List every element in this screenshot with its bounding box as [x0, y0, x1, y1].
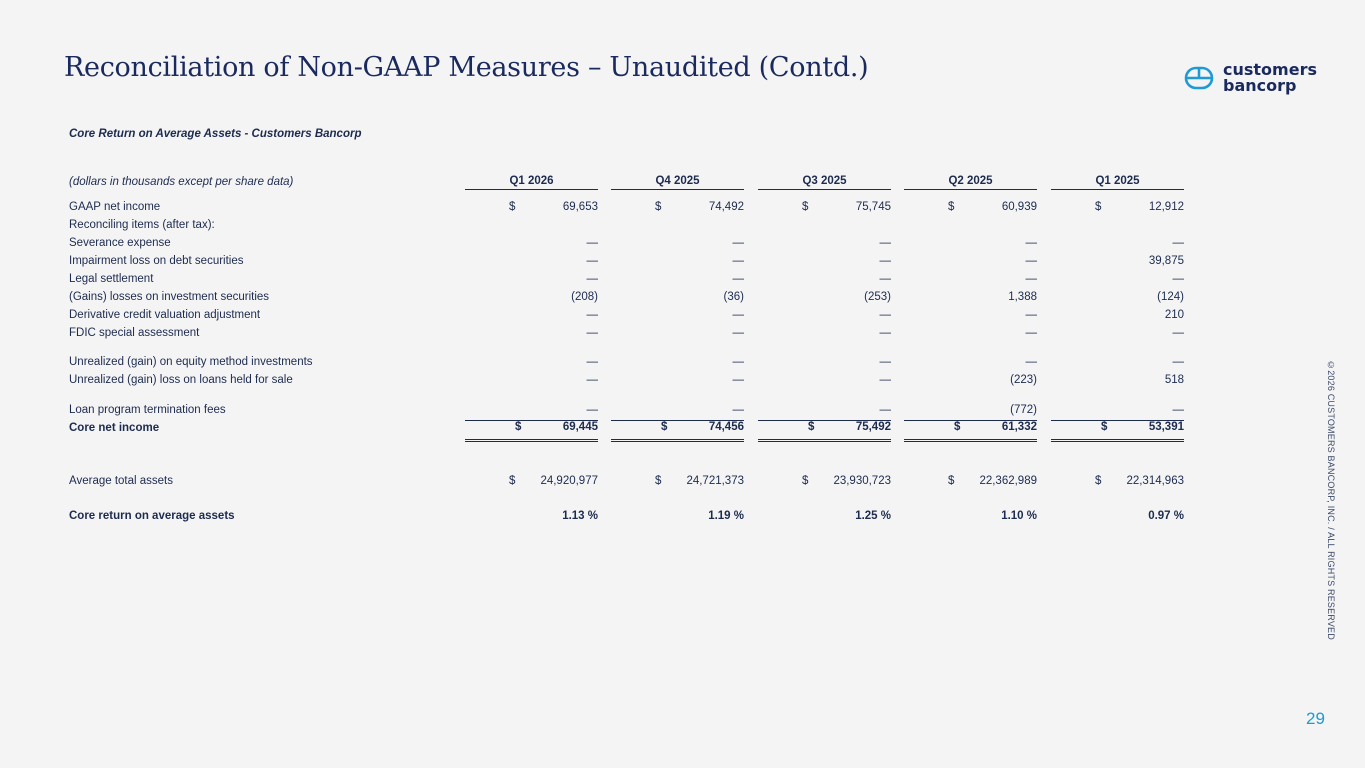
table-cell	[1051, 273, 1184, 289]
cell-value: —	[1025, 356, 1037, 368]
table-cell	[465, 327, 598, 343]
row-label: Legal settlement	[69, 273, 154, 285]
table-cell	[611, 327, 744, 343]
row-label: Unrealized (gain) on equity method investments	[69, 356, 313, 368]
table-cell	[465, 237, 598, 253]
cell-value: —	[879, 237, 891, 249]
currency-symbol: $	[808, 421, 815, 433]
currency-symbol: $	[509, 201, 516, 213]
cell-value: —	[1025, 309, 1037, 321]
cell-value: (124)	[1157, 291, 1184, 303]
table-row	[69, 254, 1184, 271]
table-row	[69, 290, 1184, 307]
cell-value: —	[732, 327, 744, 339]
logo-line-2: bancorp	[1223, 76, 1297, 95]
table-cell	[465, 255, 598, 271]
cell-value: 23,930,723	[833, 475, 891, 487]
row-label: Impairment loss on debt securities	[69, 255, 244, 267]
cell-value: 69,653	[562, 201, 598, 213]
row-label: Core return on average assets	[69, 510, 235, 522]
cell-value: 22,362,989	[979, 475, 1037, 487]
table-cell	[904, 327, 1037, 343]
cell-value: 1.19 %	[708, 510, 744, 522]
table-cell	[611, 201, 744, 217]
cell-value: —	[879, 309, 891, 321]
table-cell	[611, 291, 744, 307]
table-cell	[758, 237, 891, 253]
table-cell	[611, 420, 744, 442]
currency-symbol: $	[509, 475, 516, 487]
row-label: Derivative credit valuation adjustment	[69, 309, 261, 321]
table-cell	[758, 510, 891, 526]
table-cell	[465, 309, 598, 325]
table-cell	[904, 510, 1037, 526]
table-cell	[904, 309, 1037, 325]
table-cell	[1051, 255, 1184, 271]
cell-value: —	[1025, 273, 1037, 285]
currency-symbol: $	[515, 421, 522, 433]
table-cell	[904, 420, 1037, 442]
table-cell	[1051, 356, 1184, 372]
cell-value: 53,391	[1148, 421, 1184, 433]
table-cell	[904, 201, 1037, 217]
page-number: 29	[1306, 709, 1325, 728]
table-cell	[758, 201, 891, 217]
cell-value: —	[732, 273, 744, 285]
table-cell	[904, 273, 1037, 289]
cell-value: 61,332	[1001, 421, 1037, 433]
table-cell	[904, 475, 1037, 491]
column-header: Q4 2025	[611, 175, 744, 190]
cell-value: 518	[1164, 374, 1184, 386]
table-cell	[465, 510, 598, 526]
cell-value: —	[1172, 237, 1184, 249]
table-cell	[465, 201, 598, 217]
cell-value: —	[1025, 237, 1037, 249]
table-row	[69, 403, 1184, 420]
table-cell	[611, 374, 744, 390]
row-label: (Gains) losses on investment securities	[69, 291, 270, 303]
row-label: GAAP net income	[69, 201, 161, 213]
copyright-notice: ©2026 CUSTOMERS BANCORP, INC. / ALL RIGHTS RESERVED	[1326, 360, 1336, 640]
row-label: Unrealized (gain) loss on loans held for sale	[69, 374, 293, 386]
table-row	[69, 373, 1184, 390]
table-cell	[758, 255, 891, 271]
table-cell	[758, 420, 891, 442]
table-cell	[1051, 327, 1184, 343]
table-cell	[465, 420, 598, 442]
cell-value: (36)	[723, 291, 744, 303]
table-cell	[904, 404, 1037, 421]
table-cell	[1051, 420, 1184, 442]
cell-value: (772)	[1010, 404, 1037, 416]
column-header: Q1 2025	[1051, 175, 1184, 190]
currency-symbol: $	[948, 201, 955, 213]
cell-value: —	[586, 327, 598, 339]
table-row	[69, 355, 1184, 372]
table-row	[69, 200, 1184, 217]
row-label: Severance expense	[69, 237, 171, 249]
cell-value: (208)	[571, 291, 598, 303]
row-label: Loan program termination fees	[69, 404, 226, 416]
cell-value: —	[1172, 327, 1184, 339]
page-title: Reconciliation of Non-GAAP Measures – Unaudited (Contd.)	[64, 52, 869, 83]
table-row	[69, 509, 1184, 526]
cell-value: 12,912	[1148, 201, 1184, 213]
cell-value: —	[586, 255, 598, 267]
cell-value: —	[732, 255, 744, 267]
table-cell	[758, 309, 891, 325]
cell-value: 75,745	[855, 201, 891, 213]
cell-value: 75,492	[855, 421, 891, 433]
cell-value: 24,721,373	[686, 475, 744, 487]
currency-symbol: $	[661, 421, 668, 433]
table-row	[69, 236, 1184, 253]
currency-symbol: $	[948, 475, 955, 487]
row-label: Core net income	[69, 422, 160, 434]
table-cell	[465, 374, 598, 390]
cell-value: 210	[1164, 309, 1184, 321]
table-cell	[611, 309, 744, 325]
cell-value: —	[879, 404, 891, 416]
column-header: Q2 2025	[904, 175, 1037, 190]
table-cell	[465, 475, 598, 491]
table-cell	[758, 404, 891, 421]
table-cell	[758, 374, 891, 390]
cell-value: —	[586, 237, 598, 249]
table-cell	[758, 291, 891, 307]
section-title: Core Return on Average Assets - Customers Bancorp	[69, 128, 362, 140]
logo-line-1: customers	[1223, 60, 1317, 79]
cell-value: —	[586, 404, 598, 416]
row-label: Reconciling items (after tax):	[69, 219, 215, 231]
table-cell	[611, 404, 744, 421]
table-cell	[1051, 374, 1184, 390]
cell-value: —	[586, 356, 598, 368]
cell-value: —	[879, 356, 891, 368]
column-header: Q1 2026	[465, 175, 598, 190]
cell-value: —	[732, 237, 744, 249]
cell-value: 60,939	[1001, 201, 1037, 213]
table-cell	[611, 475, 744, 491]
table-cell	[758, 356, 891, 372]
currency-symbol: $	[655, 475, 662, 487]
table-row	[69, 218, 1184, 235]
table-cell	[904, 374, 1037, 390]
cell-value: —	[732, 309, 744, 321]
table-row	[69, 474, 1184, 491]
cell-value: —	[1172, 356, 1184, 368]
cell-value: 74,456	[708, 421, 744, 433]
table-cell	[1051, 309, 1184, 325]
cell-value: (253)	[864, 291, 891, 303]
cell-value: —	[1025, 255, 1037, 267]
cell-value: —	[732, 356, 744, 368]
table-cell	[758, 273, 891, 289]
table-cell	[1051, 404, 1184, 421]
table-cell	[465, 356, 598, 372]
table-cell	[758, 327, 891, 343]
cell-value: —	[879, 374, 891, 386]
table-cell	[611, 510, 744, 526]
table-row	[69, 308, 1184, 325]
cell-value: —	[732, 374, 744, 386]
cell-value: 22,314,963	[1126, 475, 1184, 487]
cell-value: 39,875	[1148, 255, 1184, 267]
cell-value: 0.97 %	[1148, 510, 1184, 522]
column-header: Q3 2025	[758, 175, 891, 190]
currency-symbol: $	[802, 475, 809, 487]
table-cell	[1051, 510, 1184, 526]
cell-value: 1,388	[1008, 291, 1037, 303]
cell-value: 24,920,977	[540, 475, 598, 487]
logo-icon	[1183, 62, 1215, 94]
cell-value: 1.13 %	[562, 510, 598, 522]
company-logo	[1183, 62, 1317, 94]
table-cell	[465, 404, 598, 421]
table-cell	[1051, 475, 1184, 491]
table-cell	[904, 356, 1037, 372]
currency-symbol: $	[802, 201, 809, 213]
cell-value: (223)	[1010, 374, 1037, 386]
currency-symbol: $	[1101, 421, 1108, 433]
cell-value: —	[1172, 404, 1184, 416]
currency-symbol: $	[954, 421, 961, 433]
cell-value: 69,445	[562, 421, 598, 433]
table-cell	[611, 273, 744, 289]
row-label: FDIC special assessment	[69, 327, 200, 339]
currency-symbol: $	[1095, 201, 1102, 213]
table-cell	[904, 255, 1037, 271]
table-cell	[904, 291, 1037, 307]
units-label: (dollars in thousands except per share data)	[69, 176, 294, 188]
table-cell	[1051, 291, 1184, 307]
table-cell	[1051, 237, 1184, 253]
table-cell	[611, 255, 744, 271]
cell-value: —	[1172, 273, 1184, 285]
cell-value: —	[879, 255, 891, 267]
table-cell	[611, 237, 744, 253]
cell-value: —	[586, 309, 598, 321]
cell-value: 74,492	[708, 201, 744, 213]
cell-value: —	[1025, 327, 1037, 339]
table-cell	[611, 356, 744, 372]
cell-value: —	[732, 404, 744, 416]
cell-value: 1.10 %	[1001, 510, 1037, 522]
currency-symbol: $	[1095, 475, 1102, 487]
table-row	[69, 272, 1184, 289]
table-cell	[758, 475, 891, 491]
cell-value: —	[879, 327, 891, 339]
table-row	[69, 326, 1184, 343]
currency-symbol: $	[655, 201, 662, 213]
table-cell	[465, 273, 598, 289]
row-label: Average total assets	[69, 475, 173, 487]
cell-value: —	[586, 374, 598, 386]
cell-value: —	[879, 273, 891, 285]
table-header-row	[69, 175, 1184, 192]
cell-value: —	[586, 273, 598, 285]
table-row	[69, 421, 1184, 438]
cell-value: 1.25 %	[855, 510, 891, 522]
table-cell	[1051, 201, 1184, 217]
table-cell	[904, 237, 1037, 253]
table-cell	[465, 291, 598, 307]
